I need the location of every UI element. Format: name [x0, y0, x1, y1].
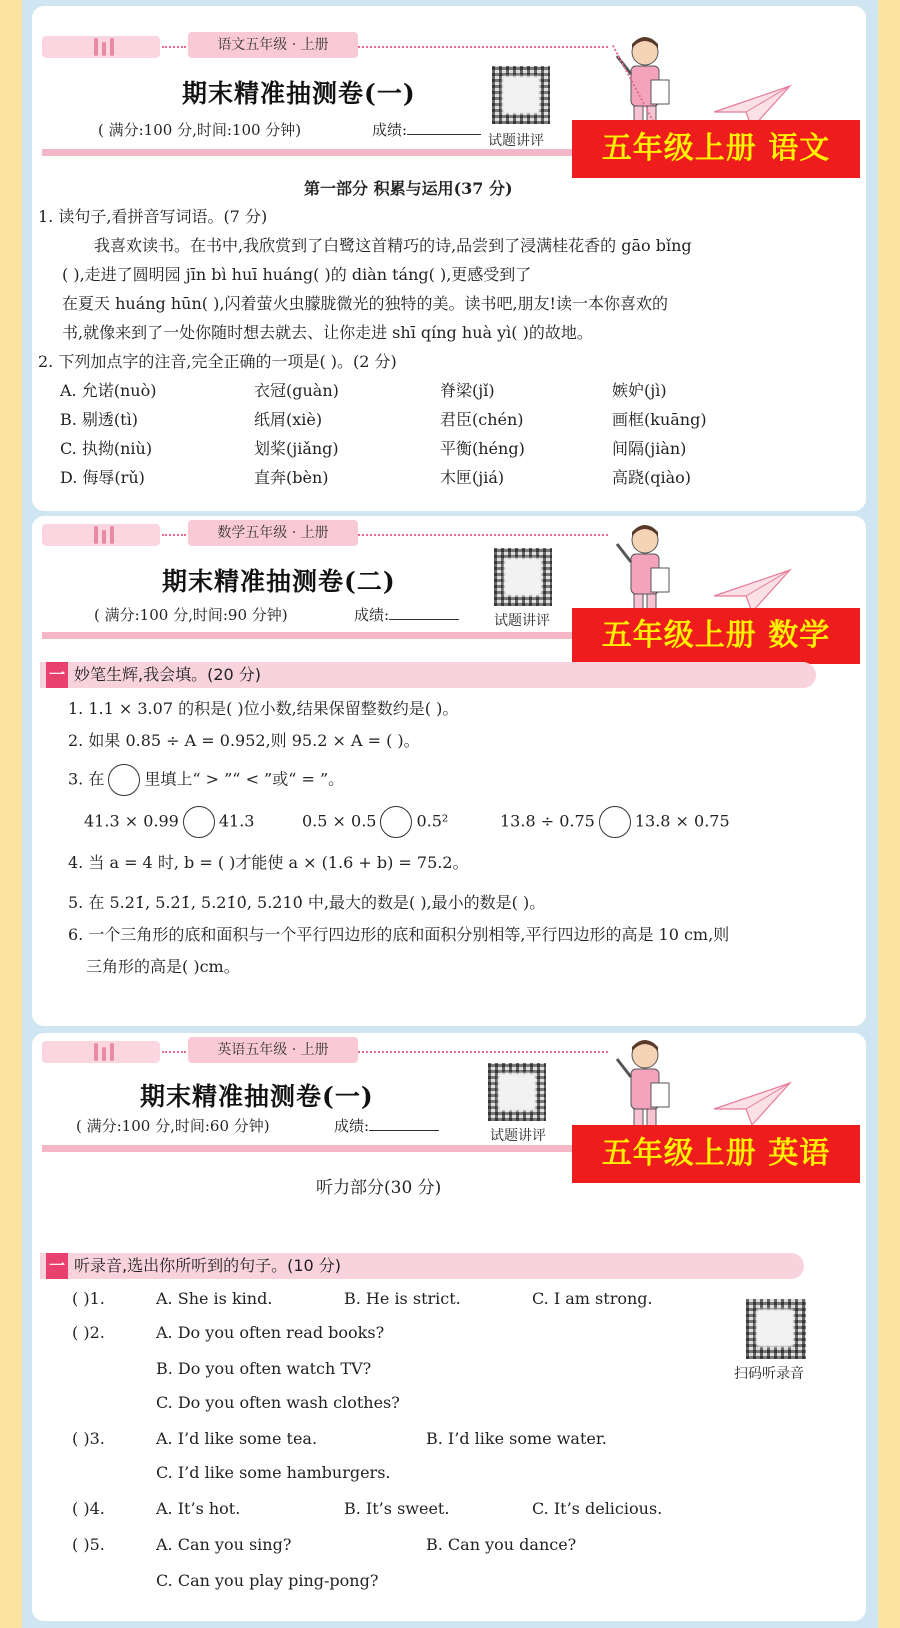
score-label: 成绩:	[334, 1115, 439, 1136]
score-label: 成绩:	[354, 604, 459, 625]
option-text: 嫉妒(jì)	[612, 381, 667, 400]
option-text: A. It’s hot.	[156, 1499, 241, 1518]
option-text: C. Do you often wash clothes?	[156, 1393, 400, 1412]
compare-circle[interactable]	[108, 764, 140, 796]
option-text: 画框(kuāng)	[612, 410, 707, 429]
option-text: D. 侮辱(rǔ)	[60, 468, 145, 487]
qr-label: 试题讲评	[488, 133, 544, 149]
compare-circle[interactable]	[599, 806, 631, 838]
question-1-line: ( ),走进了圆明园 jīn bì huī huáng( )的 diàn táng( ),更感受到了	[62, 265, 532, 284]
item-number: ( )1.	[72, 1289, 105, 1308]
compare-item: 0.5 × 0.5 0.5²	[302, 806, 448, 838]
score-label: 成绩:	[372, 119, 481, 140]
option-text: 木匣(jiá)	[440, 468, 505, 487]
item-number: ( )3.	[72, 1429, 105, 1448]
compare-circle[interactable]	[380, 806, 412, 838]
option-text: C. I am strong.	[532, 1289, 653, 1308]
option-text: B. I’d like some water.	[426, 1429, 607, 1448]
tree-decoration	[42, 36, 160, 58]
option-text: 间隔(jiàn)	[612, 439, 687, 458]
option-text: C. 执拗(niù)	[60, 439, 153, 458]
option-text: C. It’s delicious.	[532, 1499, 663, 1518]
grade-subject-badge: 五年级上册 英语	[572, 1125, 860, 1183]
option-text: B. Can you dance?	[426, 1535, 577, 1554]
option-text: 纸屑(xiè)	[254, 410, 323, 429]
option-text: A. I’d like some tea.	[156, 1429, 318, 1448]
subject-tab: 英语五年级 · 上册	[188, 1037, 358, 1063]
english-exam-card	[32, 1033, 866, 1621]
option-text: 划桨(jiǎng)	[254, 439, 339, 458]
paper-plane-icon	[712, 1079, 792, 1129]
exam-meta: ( 满分:100 分,时间:60 分钟)	[76, 1117, 270, 1135]
question-line: 2. 如果 0.85 ÷ A = 0.952,则 95.2 × A = ( )。	[68, 731, 420, 750]
math-exam-card	[32, 516, 866, 1026]
exam-title: 期末精准抽测卷(一)	[182, 79, 416, 108]
exam-meta: ( 满分:100 分,时间:100 分钟)	[98, 121, 302, 139]
question-4: 4. 当 a = 4 时, b = ( )才能使 a × (1.6 + b) = 75.2。	[68, 853, 469, 872]
question-5: 5. 在 5.21̇, 5.2̇1̇, 5.21̇0̇, 5.2̇10̇ 中,最大的数是( ),最小的数是( )。	[68, 893, 546, 912]
grade-subject-badge: 五年级上册 数学	[572, 608, 860, 664]
option-text: C. Can you play ping-pong?	[156, 1571, 379, 1590]
compare-circle[interactable]	[183, 806, 215, 838]
option-text: B. He is strict.	[344, 1289, 461, 1308]
question-3: 3. 在 里填上“ > ”“ < ”或“ = ”。	[68, 764, 344, 796]
option-text: A. 允诺(nuò)	[60, 381, 157, 400]
option-text: C. I’d like some hamburgers.	[156, 1463, 391, 1482]
item-number: ( )5.	[72, 1535, 105, 1554]
section-heading: 一 妙笔生辉,我会填。(20 分)	[40, 662, 816, 688]
subject-tab: 数学五年级 · 上册	[188, 520, 358, 546]
option-text: 直奔(bèn)	[254, 468, 329, 487]
compare-item: 41.3 × 0.99 41.3	[84, 806, 254, 838]
option-text: 君臣(chén)	[440, 410, 524, 429]
section-heading: 第一部分 积累与运用(37 分)	[304, 179, 513, 198]
option-text: 脊梁(jǐ)	[440, 381, 495, 400]
chinese-exam-card	[32, 6, 866, 511]
exam-title: 期末精准抽测卷(二)	[162, 567, 396, 596]
question-6-cont: 三角形的高是( )cm。	[86, 957, 240, 976]
grade-subject-badge: 五年级上册 语文	[572, 120, 860, 178]
item-number: ( )2.	[72, 1323, 105, 1342]
tree-decoration	[42, 1041, 160, 1063]
qr-code[interactable]	[492, 66, 550, 124]
option-text: A. Can you sing?	[156, 1535, 292, 1554]
option-text: A. She is kind.	[156, 1289, 273, 1308]
qr-code[interactable]	[494, 548, 552, 606]
question-1-line: 书,就像来到了一处你随时想去就去、让你走进 shī qíng huà yì( )的故地。	[62, 323, 593, 342]
exam-meta: ( 满分:100 分,时间:90 分钟)	[94, 606, 288, 624]
option-text: B. It’s sweet.	[344, 1499, 450, 1518]
option-text: 衣冠(guàn)	[254, 381, 339, 400]
section-heading: 听力部分(30 分)	[316, 1178, 442, 1198]
qr-label: 试题讲评	[494, 613, 550, 629]
option-text: 高跷(qiào)	[612, 468, 692, 487]
option-text: B. 剔透(tì)	[60, 410, 138, 429]
compare-item: 13.8 ÷ 0.75 13.8 × 0.75	[500, 806, 730, 838]
subject-tab: 语文五年级 · 上册	[188, 32, 358, 58]
question-1-line: 我喜欢读书。在书中,我欣赏到了白鹭这首精巧的诗,品尝到了浸满桂花香的 gāo bǐng	[94, 236, 692, 255]
part-heading: 一 听录音,选出你所听到的句子。(10 分)	[40, 1253, 804, 1279]
question-2-title: 2. 下列加点字的注音,完全正确的一项是( )。(2 分)	[38, 352, 397, 371]
exam-title: 期末精准抽测卷(一)	[140, 1082, 374, 1111]
audio-qr-label: 扫码听录音	[734, 1366, 804, 1382]
option-text: B. Do you often watch TV?	[156, 1359, 372, 1378]
option-text: A. Do you often read books?	[156, 1323, 385, 1342]
option-text: 平衡(héng)	[440, 439, 525, 458]
qr-label: 试题讲评	[490, 1128, 546, 1144]
question-1-title: 1. 读句子,看拼音写词语。(7 分)	[38, 207, 268, 226]
question-1-line: 在夏天 huáng hūn( ),闪着萤火虫朦胧微光的独特的美。读书吧,朋友!读一本你喜欢的	[62, 294, 668, 313]
qr-code[interactable]	[488, 1063, 546, 1121]
question-line: 1. 1.1 × 3.07 的积是( )位小数,结果保留整数约是( )。	[68, 699, 459, 718]
item-number: ( )4.	[72, 1499, 105, 1518]
tree-decoration	[42, 524, 160, 546]
audio-qr-code[interactable]	[746, 1299, 806, 1359]
question-6: 6. 一个三角形的底和面积与一个平行四边形的底和面积分别相等,平行四边形的高是 10 cm,则	[68, 925, 730, 944]
